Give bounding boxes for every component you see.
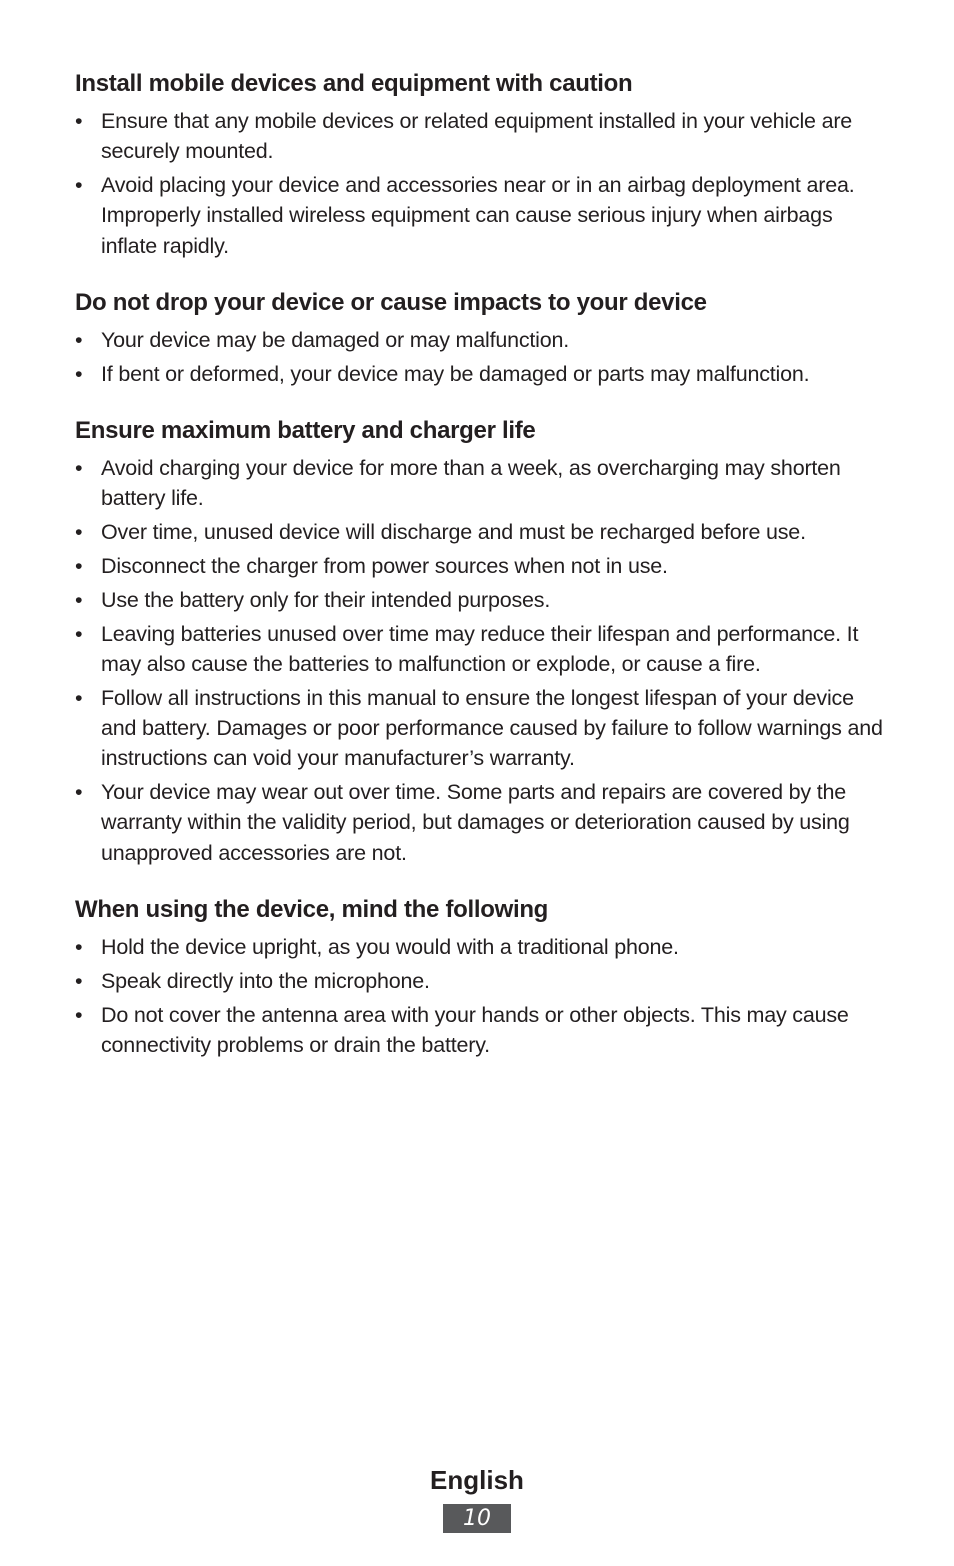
section <box>75 415 885 868</box>
bullet-icon: • <box>75 173 83 198</box>
bullet-icon: • <box>75 327 83 352</box>
list-item-text: Disconnect the charger from power sources when not in use. <box>101 553 668 578</box>
footer-language: English <box>430 1465 524 1495</box>
section <box>75 68 885 261</box>
list-item-text: Follow all instructions in this manual to ensure the longest lifespan of your device and battery. Damages or poor performance caused by failure to follow warnings and instructions can void your manufacturer’s warranty. <box>101 685 883 771</box>
list-item-text: Use the battery only for their intended purposes. <box>101 587 551 612</box>
bullet-icon: • <box>75 968 83 993</box>
bullet-icon: • <box>75 456 83 481</box>
list-item-text: Do not cover the antenna area with your hands or other objects. This may cause connectivity problems or drain the battery. <box>101 1002 849 1057</box>
list-item-text: Ensure that any mobile devices or related equipment installed in your vehicle are securely mounted. <box>101 109 853 164</box>
list-item <box>75 106 885 167</box>
list-item <box>75 170 885 261</box>
section-heading: Do not drop your device or cause impacts to your device <box>75 288 707 316</box>
list-item <box>75 517 885 547</box>
document-body <box>75 68 885 1086</box>
list-item-text: Avoid charging your device for more than a week, as overcharging may shorten battery life. <box>101 456 841 511</box>
bullet-icon: • <box>75 621 83 646</box>
bullet-icon: • <box>75 587 83 612</box>
bullet-icon: • <box>75 1002 83 1027</box>
list-item <box>75 683 885 774</box>
list-item-text: Your device may be damaged or may malfunction. <box>101 327 570 352</box>
bullet-list <box>75 325 885 389</box>
page-footer <box>0 1462 954 1533</box>
list-item <box>75 966 885 996</box>
list-item-text: Avoid placing your device and accessories near or in an airbag deployment area. Improperly installed wireless equipment can cause serious injury when airbags inflate rapidly. <box>101 173 855 258</box>
list-item <box>75 777 885 868</box>
list-item <box>75 585 885 615</box>
list-item <box>75 325 885 355</box>
list-item <box>75 932 885 962</box>
section <box>75 287 885 389</box>
list-item-text: Your device may wear out over time. Some parts and repairs are covered by the warranty within the validity period, but damages or deterioration caused by using unapproved accessories are not. <box>101 780 850 865</box>
list-item-text: Speak directly into the microphone. <box>101 968 430 993</box>
bullet-icon: • <box>75 361 83 386</box>
list-item <box>75 359 885 389</box>
bullet-list <box>75 453 885 868</box>
list-item <box>75 551 885 581</box>
list-item <box>75 453 885 514</box>
section-heading: Ensure maximum battery and charger life <box>75 417 536 445</box>
bullet-icon: • <box>75 685 83 710</box>
list-item-text: Leaving batteries unused over time may reduce their lifespan and performance. It may also cause the batteries to malfunction or explode, or cause a fire. <box>101 621 859 676</box>
bullet-icon: • <box>75 780 83 805</box>
bullet-list <box>75 106 885 261</box>
bullet-icon: • <box>75 109 83 133</box>
section-heading: Install mobile devices and equipment with caution <box>75 70 633 97</box>
section-heading: When using the device, mind the following <box>75 895 549 923</box>
list-item-text: Hold the device upright, as you would with a traditional phone. <box>101 934 679 959</box>
bullet-icon: • <box>75 520 83 545</box>
section <box>75 894 885 1060</box>
list-item-text: Over time, unused device will discharge and must be recharged before use. <box>101 520 806 545</box>
list-item <box>75 1000 885 1061</box>
bullet-icon: • <box>75 553 83 578</box>
bullet-list <box>75 932 885 1060</box>
page-number: 10 <box>443 1504 511 1533</box>
list-item <box>75 619 885 680</box>
list-item-text: If bent or deformed, your device may be damaged or parts may malfunction. <box>101 361 810 386</box>
bullet-icon: • <box>75 934 83 959</box>
